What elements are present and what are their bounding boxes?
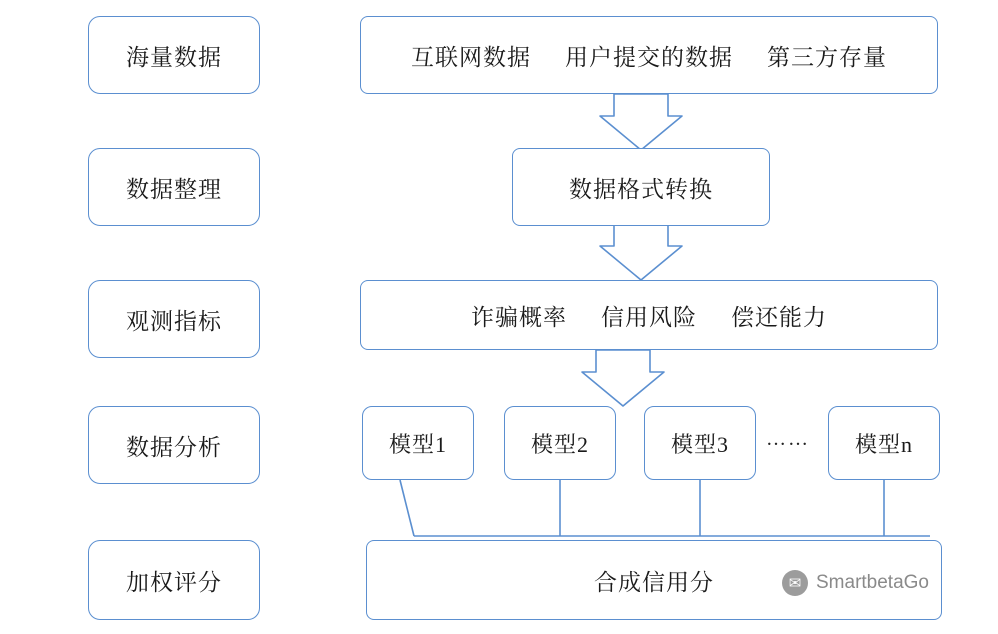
source-label-3: 第三方存量 [767,44,887,70]
stage-box-4 [88,406,260,484]
model-label: 模型3 [670,431,729,457]
indicator-label-2: 信用风险 [601,304,697,330]
transform-label: 数据格式转换 [569,176,713,202]
indicators-box [360,280,938,350]
stage-label: 加权评分 [126,569,222,595]
stage-label: 观测指标 [126,308,222,334]
arrow-transform-to-indicators [600,224,682,280]
model-box-n [828,406,940,480]
model-box-2 [504,406,616,480]
models-ellipsis: …… [766,428,810,450]
model-label: 模型1 [388,431,447,457]
model-label: 模型n [854,431,913,457]
stage-box-5 [88,540,260,620]
stage-box-2 [88,148,260,226]
model-label: 模型2 [530,431,589,457]
source-label-2: 用户提交的数据 [565,44,733,70]
stage-label: 海量数据 [126,44,222,70]
wechat-icon: ✉ [782,570,808,596]
source-label-1: 互联网数据 [411,44,531,70]
result-label: 合成信用分 [594,569,714,595]
indicator-label-3: 偿还能力 [731,304,827,330]
arrow-sources-to-transform [600,94,682,150]
model-legs [400,480,930,536]
watermark-text: SmartbetaGo [816,572,929,593]
arrow-indicators-to-models [582,350,664,406]
stage-label: 数据整理 [126,176,222,202]
stage-box-3 [88,280,260,358]
transform-box [512,148,770,226]
model-box-1 [362,406,474,480]
model-box-3 [644,406,756,480]
stage-box-1 [88,16,260,94]
watermark [782,570,929,596]
sources-box [360,16,938,94]
stage-label: 数据分析 [126,434,222,460]
indicator-label-1: 诈骗概率 [471,304,567,330]
